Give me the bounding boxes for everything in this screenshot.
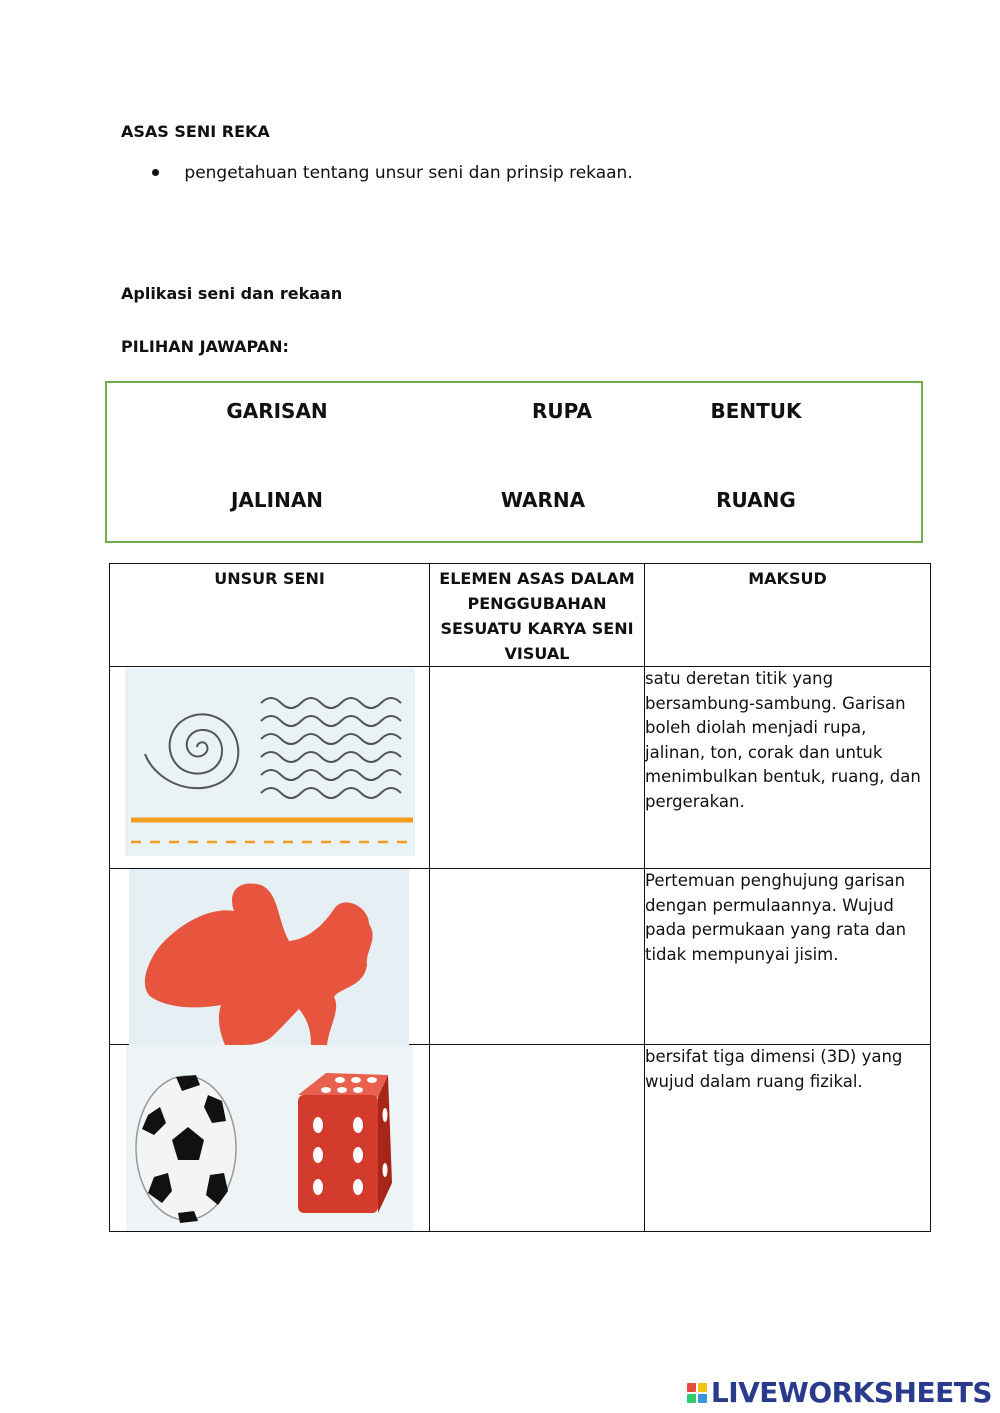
choice-rupa[interactable]: RUPA [532, 399, 592, 423]
choice-ruang[interactable]: RUANG [716, 488, 796, 512]
bullet-icon [152, 169, 159, 176]
choice-bentuk[interactable]: BENTUK [710, 399, 802, 423]
lines-illustration [125, 668, 415, 856]
image-cell [110, 667, 430, 869]
choice-warna[interactable]: WARNA [500, 488, 586, 512]
art-elements-table [109, 563, 931, 1232]
header-unsur-seni: UNSUR SENI [110, 564, 430, 667]
section-subtitle: Aplikasi seni dan rekaan [121, 284, 343, 303]
image-cell [110, 869, 430, 1045]
bullet-text: pengetahuan tentang unsur seni dan prinsip rekaan. [184, 163, 633, 183]
meaning-cell: bersifat tiga dimensi (3D) yang wujud dalam ruang fizikal. [645, 1045, 931, 1232]
choice-jalinan[interactable]: JALINAN [230, 488, 324, 512]
logo-text: LIVEWORKSHEETS [710, 1376, 992, 1409]
football-and-dice [126, 1045, 413, 1231]
dice-icon [298, 1073, 392, 1213]
header-elemen-asas: ELEMEN ASAS DALAM PENGGUBAHAN SESUATU KARYA SENI VISUAL [430, 564, 645, 667]
table-row [110, 1045, 931, 1232]
answer-cell[interactable] [430, 869, 645, 1045]
meaning-cell: Pertemuan penghujung garisan dengan permulaannya. Wujud pada permukaan yang rata dan tidak mempunyai jisim. [645, 869, 931, 1045]
logo-icon [687, 1383, 707, 1403]
bullet-list [152, 163, 633, 183]
table-row [110, 667, 931, 869]
header-maksud: MAKSUD [645, 564, 931, 667]
choices-label: PILIHAN JAWAPAN: [121, 337, 289, 356]
table-row [110, 869, 931, 1045]
table-header-row [110, 564, 931, 667]
answer-cell[interactable] [430, 1045, 645, 1232]
goldfish-silhouette [129, 869, 409, 1045]
liveworksheets-logo [687, 1376, 992, 1409]
choice-garisan[interactable]: GARISAN [226, 399, 328, 423]
image-cell [110, 1045, 430, 1232]
meaning-cell: satu deretan titik yang bersambung-sambung. Garisan boleh diolah menjadi rupa, jalinan, ton, corak dan untuk menimbulkan bentuk, ruang, dan pergerakan. [645, 667, 931, 869]
page-title: ASAS SENI REKA [121, 122, 270, 141]
answer-cell[interactable] [430, 667, 645, 869]
